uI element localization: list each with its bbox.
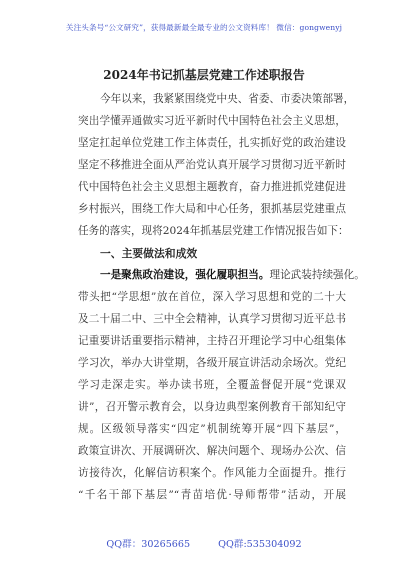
point-lead-rest: 理论武装持续强化。 bbox=[269, 269, 365, 281]
qq-group-2: QQ群:535304092 bbox=[218, 539, 302, 550]
paragraph-line: “千名干部下基层”“青苗培优·导师帮带”活动，开展 bbox=[78, 489, 346, 501]
promo-banner: 关注头条号“公文研究”，获得最新最全最专业的公文资料库！ 微信：gongwenyj bbox=[65, 23, 343, 32]
paragraph-line: 及二十届二中、三中全会精神，认真学习贯彻习近平总书 bbox=[78, 313, 346, 325]
paragraph-line: 乡村振兴，围绕工作大局和中心任务，狠抓基层党建重点 bbox=[78, 203, 346, 215]
paragraph-line: 规。区级领导落实“四定”机制统筹开展“四下基层”， bbox=[78, 423, 346, 435]
paragraph-line: 代中国特色社会主义思想主题教育，奋力推进抓党建促进 bbox=[78, 181, 346, 193]
paragraph-line: 坚定不移推进全面从严治党认真开展学习贯彻习近平新时 bbox=[78, 159, 346, 171]
paragraph-line: 突出学懂弄通做实习近平新时代中国特色社会主义思想， bbox=[78, 115, 346, 127]
paragraph-line: 学习走深走实。举办读书班，全覆盖督促开展“党课双 bbox=[78, 379, 346, 391]
paragraph-line: 带头把“学思想”放在首位，深入学习思想和党的二十大 bbox=[78, 291, 346, 303]
qq-group-1: QQ群：30265665 bbox=[106, 539, 191, 550]
paragraph-line bbox=[100, 268, 365, 282]
document-title: 2024年书记抓基层党建工作述职报告 bbox=[103, 68, 305, 82]
paragraph-line: 任务的落实，现将2024年抓基层党建工作情况报告如下： bbox=[78, 225, 349, 237]
paragraph-line: 讲”，召开警示教育会，以身边典型案例教育干部知纪守 bbox=[78, 401, 346, 413]
paragraph-line: 政策宣讲次、开展调研次、解决问题个、现场办公次、信 bbox=[78, 445, 346, 457]
point-lead: 一是聚焦政治建设，强化履职担当。 bbox=[100, 269, 270, 281]
footer-contacts bbox=[0, 536, 408, 550]
paragraph-line: 坚定扛起单位党建工作主体责任，扎实抓好党的政治建设 bbox=[78, 137, 346, 149]
paragraph-line: 学习次，举办大讲堂期，各级开展宣讲活动余场次。党纪 bbox=[78, 357, 346, 369]
section-heading: 一、主要做法和成效 bbox=[100, 247, 198, 260]
paragraph-line: 访接待次，化解信访积案个。作风能力全面提升。推行 bbox=[78, 467, 346, 479]
paragraph-line: 今年以来，我紧紧围绕党中央、省委、市委决策部署， bbox=[100, 93, 355, 105]
paragraph-line: 记重要讲话重要指示精神，主持召开理论学习中心组集体 bbox=[78, 335, 346, 347]
